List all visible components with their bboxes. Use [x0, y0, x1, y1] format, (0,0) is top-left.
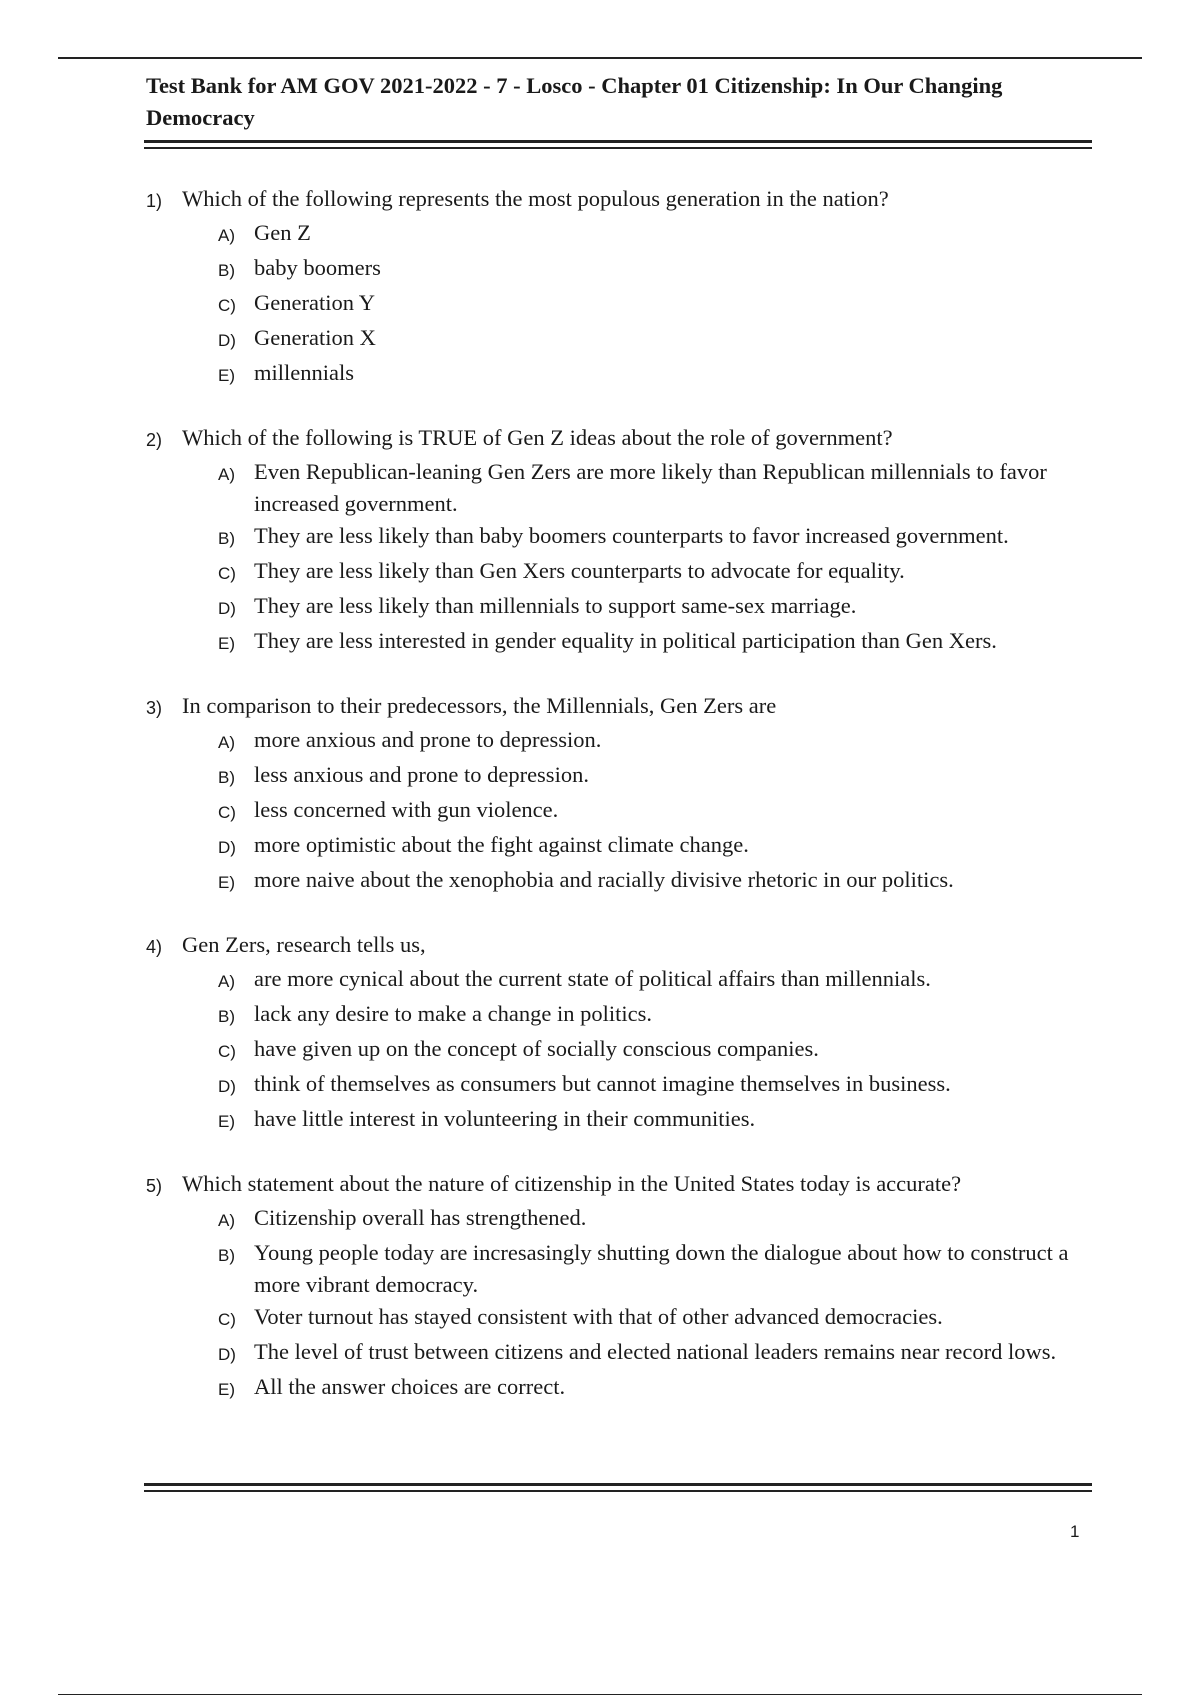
choice-letter: A) — [218, 972, 235, 991]
choice-text: They are less likely than millennials to support same-sex marriage. — [254, 593, 857, 618]
question-1 — [146, 183, 1096, 392]
answer-choice — [218, 217, 1096, 252]
question-4 — [146, 929, 1096, 1138]
choice-letter: D) — [218, 1077, 236, 1096]
answer-choice — [218, 1103, 1096, 1138]
page-top-rule — [58, 57, 1142, 59]
choice-letter: B) — [218, 1246, 235, 1265]
question-3 — [146, 690, 1096, 899]
choice-letter: A) — [218, 226, 235, 245]
question-number: 3) — [146, 698, 163, 718]
answer-choice — [218, 759, 1096, 794]
answer-choice — [218, 555, 1096, 590]
answer-choice — [218, 864, 1096, 899]
choice-letter: C) — [218, 564, 236, 583]
document-title: Test Bank for AM GOV 2021-2022 - 7 - Losco - Chapter 01 Citizenship: In Our Changing Democracy — [146, 73, 1003, 130]
choice-letter: B) — [218, 768, 235, 787]
choice-letter: D) — [218, 1345, 236, 1364]
answer-choice — [218, 287, 1096, 322]
footer-double-rule — [144, 1483, 1092, 1492]
answer-choice — [218, 1202, 1096, 1237]
choice-letter: E) — [218, 873, 235, 892]
answer-choice — [218, 1033, 1096, 1068]
answer-choices — [218, 1202, 1096, 1406]
answer-choice — [218, 998, 1096, 1033]
choice-letter: C) — [218, 1042, 236, 1061]
choice-text: baby boomers — [254, 255, 381, 280]
answer-choice — [218, 625, 1096, 660]
choice-letter: B) — [218, 529, 235, 548]
answer-choice — [218, 1237, 1096, 1301]
choice-text: more naive about the xenophobia and racially divisive rhetoric in our politics. — [254, 867, 954, 892]
answer-choice — [218, 456, 1096, 520]
choice-letter: D) — [218, 331, 236, 350]
header-double-rule — [144, 140, 1092, 149]
page-number: 1 — [1070, 1522, 1080, 1541]
answer-choice — [218, 520, 1096, 555]
choice-text: All the answer choices are correct. — [254, 1374, 566, 1399]
question-number: 5) — [146, 1176, 163, 1196]
choice-text: less anxious and prone to depression. — [254, 762, 589, 787]
choice-text: They are less likely than baby boomers counterparts to favor increased government. — [254, 523, 1009, 548]
answer-choice — [218, 794, 1096, 829]
answer-choices — [218, 963, 1096, 1138]
choice-letter: E) — [218, 1112, 235, 1131]
choice-letter: C) — [218, 803, 236, 822]
choice-letter: C) — [218, 1310, 236, 1329]
choice-letter: A) — [218, 733, 235, 752]
answer-choices — [218, 724, 1096, 899]
choice-letter: E) — [218, 634, 235, 653]
choice-letter: D) — [218, 599, 236, 618]
choice-letter: A) — [218, 465, 235, 484]
choice-text: Citizenship overall has strengthened. — [254, 1205, 587, 1230]
choice-text: lack any desire to make a change in politics. — [254, 1001, 652, 1026]
question-5 — [146, 1168, 1096, 1406]
choice-letter: E) — [218, 366, 235, 385]
choice-text: millennials — [254, 360, 354, 385]
question-text: Which of the following represents the most populous generation in the nation? — [182, 186, 889, 211]
choice-text: Young people today are incresasingly shutting down the dialogue about how to construct a more vibrant democracy. — [254, 1240, 1069, 1297]
answer-choice — [218, 963, 1096, 998]
choice-text: are more cynical about the current state of political affairs than millennials. — [254, 966, 931, 991]
choice-text: Voter turnout has stayed consistent with that of other advanced democracies. — [254, 1304, 943, 1329]
answer-choice — [218, 724, 1096, 759]
choice-letter: E) — [218, 1380, 235, 1399]
choice-text: Generation X — [254, 325, 376, 350]
question-text: In comparison to their predecessors, the Millennials, Gen Zers are — [182, 693, 777, 718]
choice-text: think of themselves as consumers but cannot imagine themselves in business. — [254, 1071, 951, 1096]
choice-text: They are less likely than Gen Xers counterparts to advocate for equality. — [254, 558, 905, 583]
answer-choice — [218, 322, 1096, 357]
choice-letter: B) — [218, 1007, 235, 1026]
choice-text: have given up on the concept of socially conscious companies. — [254, 1036, 819, 1061]
answer-choice — [218, 590, 1096, 625]
choice-text: less concerned with gun violence. — [254, 797, 559, 822]
question-number: 1) — [146, 191, 163, 211]
question-list — [146, 183, 1096, 1436]
choice-letter: B) — [218, 261, 235, 280]
question-number: 4) — [146, 937, 163, 957]
answer-choice — [218, 357, 1096, 392]
choice-text: They are less interested in gender equality in political participation than Gen Xers. — [254, 628, 997, 653]
answer-choice — [218, 1301, 1096, 1336]
answer-choices — [218, 456, 1096, 660]
answer-choices — [218, 217, 1096, 392]
answer-choice — [218, 829, 1096, 864]
question-text: Which statement about the nature of citizenship in the United States today is accurate? — [182, 1171, 962, 1196]
choice-text: more anxious and prone to depression. — [254, 727, 602, 752]
choice-text: have little interest in volunteering in their communities. — [254, 1106, 756, 1131]
question-2 — [146, 422, 1096, 660]
choice-letter: D) — [218, 838, 236, 857]
answer-choice — [218, 1336, 1096, 1371]
choice-text: Gen Z — [254, 220, 311, 245]
choice-text: The level of trust between citizens and elected national leaders remains near record lows. — [254, 1339, 1057, 1364]
question-text: Gen Zers, research tells us, — [182, 932, 426, 957]
choice-text: more optimistic about the fight against climate change. — [254, 832, 749, 857]
page-bottom-rule — [58, 1694, 1142, 1695]
question-number: 2) — [146, 430, 163, 450]
choice-letter: A) — [218, 1211, 235, 1230]
choice-text: Generation Y — [254, 290, 375, 315]
answer-choice — [218, 252, 1096, 287]
question-text: Which of the following is TRUE of Gen Z ideas about the role of government? — [182, 425, 893, 450]
choice-text: Even Republican-leaning Gen Zers are more likely than Republican millennials to favor increased government. — [254, 459, 1047, 516]
document-header — [146, 70, 1096, 134]
answer-choice — [218, 1371, 1096, 1406]
answer-choice — [218, 1068, 1096, 1103]
choice-letter: C) — [218, 296, 236, 315]
